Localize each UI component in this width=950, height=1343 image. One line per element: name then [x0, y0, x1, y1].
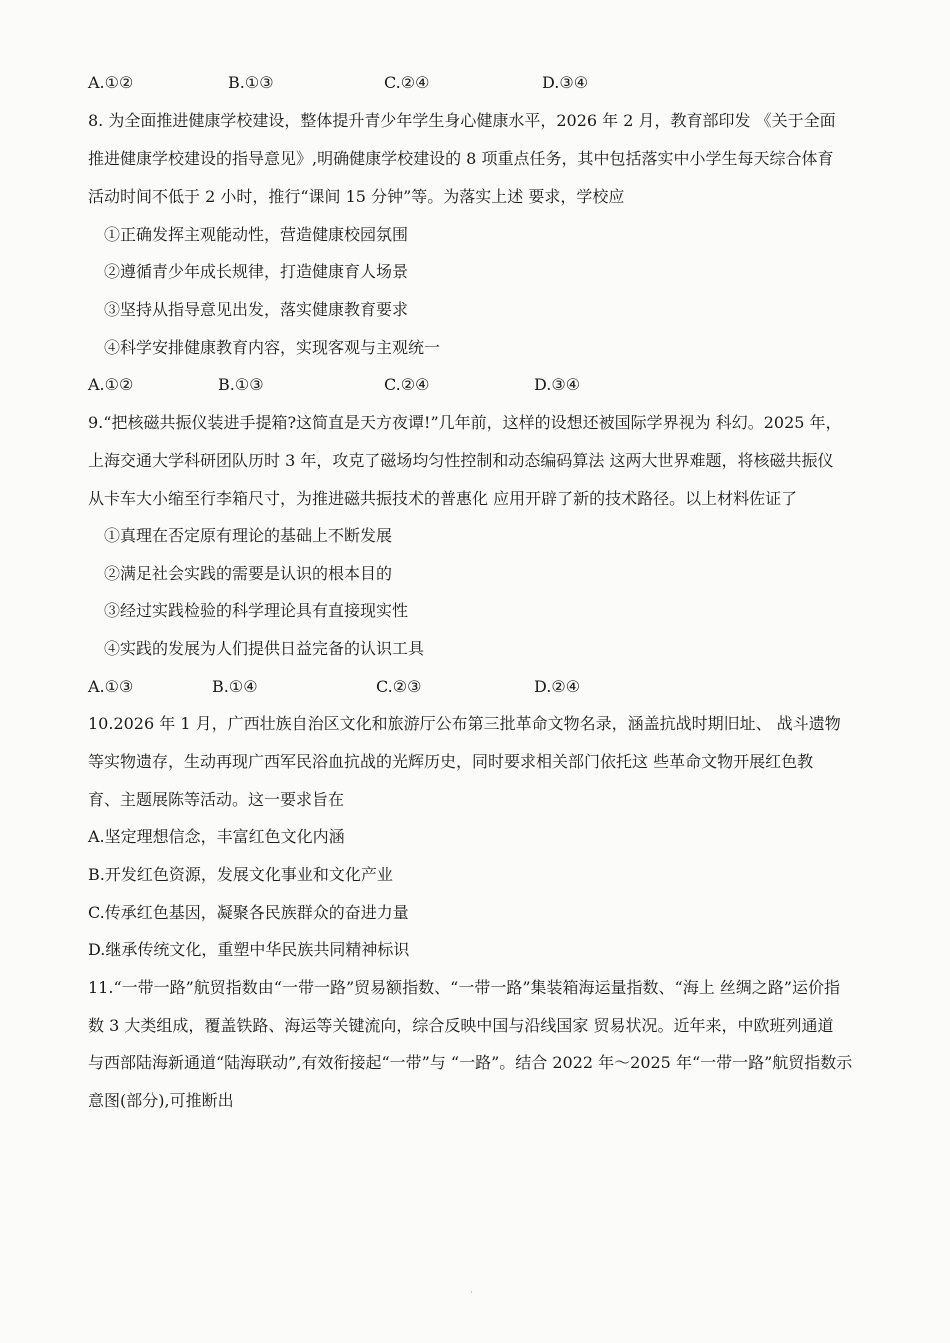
q8-stem-line: 推进健康学校建设的指导意见》,明确健康学校建设的 8 项重点任务，其中包括落实中小学生每天综合体育	[88, 149, 834, 168]
q8-item-2: ②遵循青少年成长规律，打造健康育人场景	[104, 262, 409, 281]
q8-options	[88, 374, 688, 396]
q8-item-4: ④科学安排健康教育内容，实现客观与主观统一	[104, 338, 441, 357]
q8-stem-line: 活动时间不低于 2 小时，推行“课间 15 分钟”等。为落实上述 要求，学校应	[88, 187, 625, 206]
q9-item-3: ③经过实践检验的科学理论具有直接现实性	[104, 601, 409, 620]
q10-stem-line: 10.2026 年 1 月，广西壮族自治区文化和旅游厅公布第三批革命文物名录，涵盖抗战时期旧址、 战斗遗物	[88, 714, 841, 733]
q10-option-d: D.继承传统文化，重塑中华民族共同精神标识	[88, 940, 410, 959]
q11-stem-line: 意图(部分),可推断出	[88, 1091, 234, 1110]
q9-item-4: ④实践的发展为人们提供日益完备的认识工具	[104, 639, 425, 658]
q8-stem-line: 8. 为全面推进健康学校建设，整体提升青少年学生身心健康水平，2026 年 2 月，教育部印发 《关于全面	[88, 111, 836, 130]
q9-option-c: C.②③	[376, 677, 422, 696]
q9-stem-line: 上海交通大学科研团队历时 3 年，攻克了磁场均匀性控制和动态编码算法 这两大世界难题，将核磁共振仪	[88, 451, 834, 470]
q7-options	[88, 72, 688, 94]
q9-stem-line: 9.“把核磁共振仪装进手提箱?这简直是天方夜谭!”几年前，这样的设想还被国际学界视为 科幻。2025 年，	[88, 413, 842, 432]
q7-option-a: A.①②	[88, 73, 134, 92]
q8-item-3: ③坚持从指导意见出发，落实健康教育要求	[104, 300, 409, 319]
q8-item-1: ①正确发挥主观能动性，营造健康校园氛围	[104, 225, 409, 244]
q10-stem-line: 等实物遗存，生动再现广西军民浴血抗战的光辉历史，同时要求相关部门依托这 些革命文物开展红色教	[88, 752, 814, 771]
q8-option-b: B.①③	[218, 375, 264, 394]
q10-stem-line: 育、主题展陈等活动。这一要求旨在	[88, 790, 345, 809]
q9-option-a: A.①③	[88, 677, 134, 696]
q8-option-d: D.③④	[534, 375, 581, 394]
q7-option-c: C.②④	[384, 73, 430, 92]
q11-stem-line: 11.“一带一路”航贸指数由“一带一路”贸易额指数、“一带一路”集装箱海运量指数、“海上 丝绸之路”运价指	[88, 978, 840, 997]
q9-item-1: ①真理在否定原有理论的基础上不断发展	[104, 526, 393, 545]
q9-option-b: B.①④	[212, 677, 258, 696]
q8-option-a: A.①②	[88, 375, 134, 394]
q7-option-b: B.①③	[228, 73, 274, 92]
q9-stem-line: 从卡车大小缩至行李箱尺寸，为推进磁共振技术的普惠化 应用开辟了新的技术路径。以上材料佐证了	[88, 489, 798, 508]
q9-options	[88, 676, 688, 698]
q10-option-c: C.传承红色基因，凝聚各民族群众的奋进力量	[88, 903, 409, 922]
q9-option-d: D.②④	[534, 677, 581, 696]
q7-option-d: D.③④	[542, 73, 589, 92]
q8-option-c: C.②④	[384, 375, 430, 394]
q11-stem-line: 与西部陆海新通道“陆海联动”,有效衔接起“一带”与 “一路”。结合 2022 年～2025 年“一带一路”航贸指数示	[88, 1053, 853, 1072]
q10-option-b: B.开发红色资源，发展文化事业和文化产业	[88, 865, 393, 884]
q9-item-2: ②满足社会实践的需要是认识的根本目的	[104, 564, 393, 583]
q10-option-a: A.坚定理想信念，丰富红色文化内涵	[88, 827, 345, 846]
footer-mark: ·	[470, 1288, 473, 1298]
q11-stem-line: 数 3 大类组成，覆盖铁路、海运等关键流向，综合反映中国与沿线国家 贸易状况。近年来，中欧班列通道	[88, 1016, 834, 1035]
